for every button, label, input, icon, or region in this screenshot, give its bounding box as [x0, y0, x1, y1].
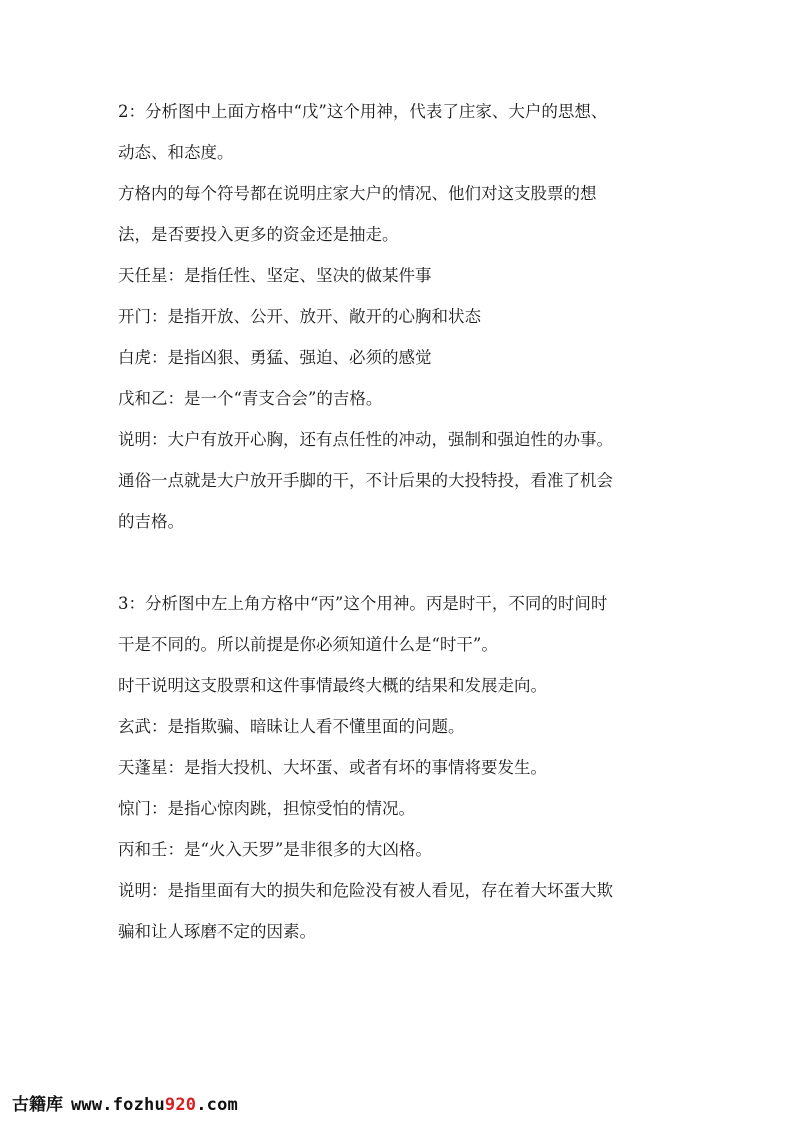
paragraph-line: 法，是否要投入更多的资金还是抽走。: [118, 225, 399, 244]
paragraph-line: 天蓬星：是指大投机、大坏蛋、或者有坏的事情将要发生。: [118, 758, 547, 777]
footer-url-number: 920: [164, 1095, 197, 1115]
footer-url-prefix: www.fozhu: [71, 1095, 165, 1115]
analysis-section-2: [118, 102, 678, 532]
paragraph-line: 骗和让人琢磨不定的因素。: [118, 922, 316, 941]
paragraph-line: 3：分析图中左上角方格中“丙”这个用神。丙是时干，不同的时间时: [118, 594, 608, 613]
paragraph-line: 动态、和态度。: [118, 143, 234, 162]
paragraph-line: 的吉格。: [118, 512, 184, 531]
document-body: [118, 102, 678, 942]
paragraph-line: 玄武：是指欺骗、暗昧让人看不懂里面的问题。: [118, 717, 465, 736]
paragraph-line: 丙和壬：是“火入天罗”是非很多的大凶格。: [118, 840, 432, 859]
footer-watermark: [12, 1090, 238, 1115]
footer-url[interactable]: [71, 1095, 238, 1115]
paragraph-line: 惊门：是指心惊肉跳，担惊受怕的情况。: [118, 799, 415, 818]
paragraph-line: 天任星：是指任性、坚定、坚决的做某件事: [118, 266, 432, 285]
paragraph-line: 开门：是指开放、公开、放开、敞开的心胸和状态: [118, 307, 481, 326]
paragraph-line: 戊和乙：是一个“青支合会”的吉格。: [118, 389, 383, 408]
footer-site-name: 古籍库: [12, 1095, 63, 1115]
paragraph-line: 说明：是指里面有大的损失和危险没有被人看见，存在着大坏蛋大欺: [118, 881, 613, 900]
paragraph-line: 白虎：是指凶狠、勇猛、强迫、必须的感觉: [118, 348, 432, 367]
paragraph-line: 说明：大户有放开心胸，还有点任性的冲动，强制和强迫性的办事。: [118, 430, 613, 449]
analysis-section-3: [118, 594, 678, 942]
footer-url-suffix: .com: [196, 1095, 238, 1115]
paragraph-line: 2：分析图中上面方格中“戊”这个用神，代表了庄家、大户的思想、: [118, 102, 608, 121]
paragraph-line: 干是不同的。所以前提是你必须知道什么是“时干”。: [118, 635, 498, 654]
paragraph-line: 通俗一点就是大户放开手脚的干，不计后果的大投特投，看准了机会: [118, 471, 613, 490]
paragraph-line: 方格内的每个符号都在说明庄家大户的情况、他们对这支股票的想: [118, 184, 597, 203]
paragraph-line: 时干说明这支股票和这件事情最终大概的结果和发展走向。: [118, 676, 547, 695]
